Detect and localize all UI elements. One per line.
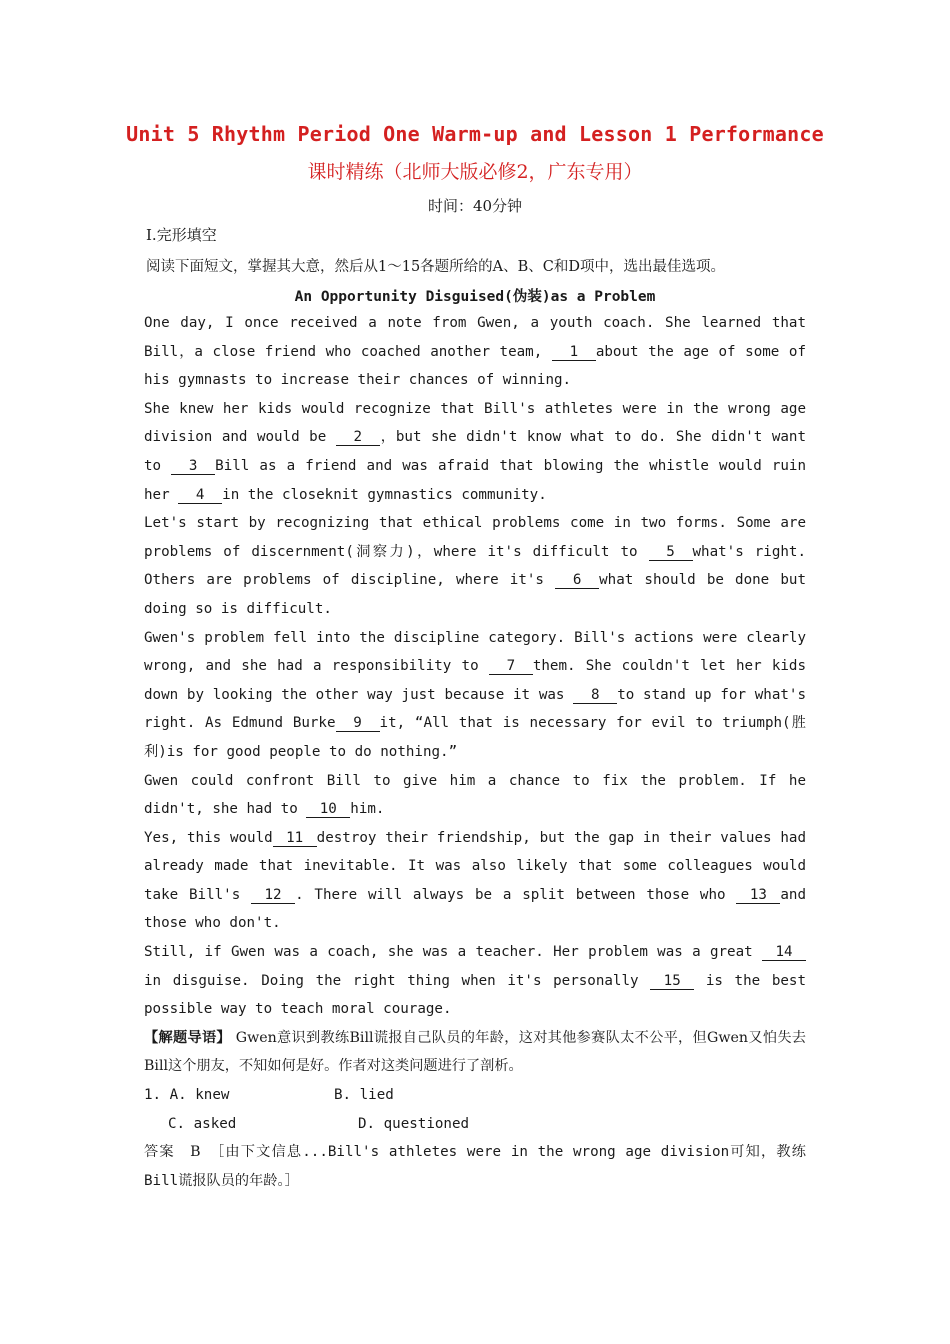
option-d: D. questioned — [358, 1115, 470, 1132]
paragraph: She knew her kids would recognize that Bill's athletes were in the wrong age division and would be 2 ，but she didn't know what to do. She didn't want to 3 Bill as a friend and was afraid that blowing the whistle would ruin her 4 in the closeknit gymnastics community. — [144, 400, 806, 503]
section-heading: Ⅰ.完形填空 — [146, 226, 217, 244]
instruction-text: 阅读下面短文，掌握其大意，然后从1～15各题所给的A、B、C和D项中，选出最佳选项。 — [146, 259, 726, 275]
option-a: 1. A. knew — [144, 1087, 230, 1104]
answer-paragraph — [144, 1138, 806, 1195]
guide-paragraph — [144, 1024, 806, 1081]
paragraph: Gwen's problem fell into the discipline category. Bill's actions were clearly wrong, and she had a responsibility to 7 them. She couldn't let her kids down by looking the other way just because it was 8 to stand up for what's right. As Edmund Burke 9 it, “All that is necessary for evil to triumph(胜利)is for good people to do nothing.” — [144, 629, 806, 760]
blank-6: 6 — [555, 572, 599, 589]
options-row-2 — [144, 1110, 806, 1139]
passage-body — [144, 309, 806, 1195]
title-english: Unit 5 Rhythm Period One Warm-up and Lesson 1 Performance — [126, 122, 824, 146]
blank-5: 5 — [649, 544, 693, 561]
blank-13: 13 — [736, 887, 780, 904]
guide-label: 【解题导语】 — [144, 1029, 231, 1046]
blank-2: 2 — [336, 429, 380, 446]
paragraph: Let's start by recognizing that ethical problems come in two forms. Some are problems of discernment(洞察力)，where it's difficult to 5 what's right. Others are problems of discipline, where it's 6 what should be done but doing so is difficult. — [144, 515, 806, 617]
blank-15: 15 — [650, 973, 694, 990]
blank-3: 3 — [171, 458, 215, 475]
blank-10: 10 — [306, 801, 350, 818]
answer-label: 答案 B — [144, 1144, 201, 1161]
option-c: C. asked — [168, 1115, 237, 1132]
blank-9: 9 — [336, 715, 380, 732]
paragraph: Gwen could confront Bill to give him a chance to fix the problem. If he didn't, she had to 10 him. — [144, 772, 806, 818]
blank-1: 1 — [552, 344, 596, 361]
blank-12: 12 — [251, 887, 295, 904]
answer-text: ［由下文信息...Bill's athletes were in the wrong age division可知，教练Bill谎报队员的年龄。］ — [144, 1144, 806, 1189]
option-b: B. lied — [334, 1087, 394, 1104]
options-row-1 — [144, 1081, 806, 1110]
time-limit: 时间：40分钟 — [427, 197, 523, 215]
blank-11: 11 — [273, 830, 317, 847]
blank-14: 14 — [762, 944, 806, 961]
paragraph: Still, if Gwen was a coach, she was a teacher. Her problem was a great 14in disguise. Doing the right thing when it's personally 15 is the best possible way to teach moral courage. — [144, 944, 806, 1018]
title-chinese: 课时精练（北师大版必修2，广东专用） — [307, 161, 643, 183]
passage-title: An Opportunity Disguised(伪装)as a Problem — [294, 289, 656, 305]
paragraph: Yes, this would 11 destroy their friendship, but the gap in their values had already made that inevitable. It was also likely that some colleagues would take Bill's 12 . There will always be a split between those who 13 and those who don't. — [144, 829, 806, 932]
paragraph: One day, I once received a note from Gwen, a youth coach. She learned that Bill，a close friend who coached another team, 1 about the age of some of his gymnasts to increase their chances of winning. — [144, 315, 806, 389]
guide-text: Gwen意识到教练Bill谎报自己队员的年龄，这对其他参赛队太不公平，但Gwen又怕失去Bill这个朋友，不知如何是好。作者对这类问题进行了剖析。 — [144, 1029, 806, 1075]
blank-8: 8 — [573, 687, 617, 704]
blank-4: 4 — [178, 487, 222, 504]
blank-7: 7 — [489, 658, 533, 675]
